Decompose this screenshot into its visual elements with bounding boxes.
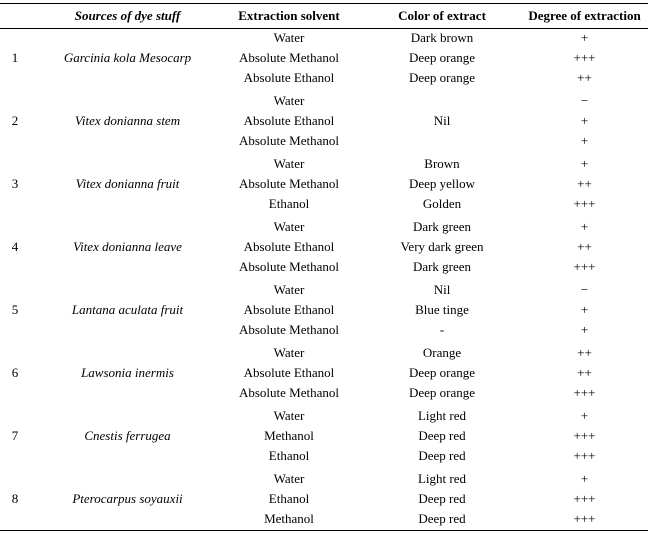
extract-color: Very dark green [400,239,484,254]
extraction-solvent: Absolute Ethanol [243,239,335,254]
extraction-solvent: Water [273,219,305,234]
row-number: 1 [11,50,19,65]
extraction-solvent: Water [273,93,305,108]
extract-color: Brown [424,156,460,171]
dye-source-name: Vitex donianna leave [73,239,182,254]
extract-color: Orange [422,345,462,360]
extraction-solvent: Absolute Methanol [238,259,339,274]
extraction-degree: +++ [573,385,596,400]
extraction-degree: − [580,93,589,108]
extraction-solvent: Water [273,30,305,45]
row-number: 3 [11,176,19,191]
extraction-degree: ++ [577,365,592,380]
extract-color: Nil [433,282,451,297]
extract-color: Golden [422,196,462,211]
extraction-solvent: Absolute Methanol [238,322,339,337]
extraction-solvent: Absolute Methanol [238,133,339,148]
extraction-solvent: Water [273,408,305,423]
extract-color-merged: Nil [433,113,451,128]
dye-source-name: Garcinia kola Mesocarp [63,50,192,65]
extraction-degree: +++ [573,50,596,65]
extraction-solvent: Absolute Ethanol [243,113,335,128]
extract-color: Deep red [418,491,466,506]
header-color: Color of extract [398,8,486,23]
row-number: 5 [11,302,19,317]
extraction-solvent: Water [273,471,305,486]
extraction-solvent: Absolute Ethanol [243,302,335,317]
dye-source-name: Lawsonia inermis [81,365,174,380]
extract-color: Dark green [412,219,472,234]
extraction-degree: ++ [577,70,592,85]
extract-color: Deep orange [408,385,476,400]
extraction-degree: + [580,156,589,171]
extraction-degree: + [580,113,589,128]
extraction-solvent: Water [273,282,305,297]
extract-color: Dark green [412,259,472,274]
extract-color: Deep orange [408,365,476,380]
row-number: 8 [11,491,19,506]
row-number: 2 [11,113,19,128]
extraction-degree: + [580,219,589,234]
extraction-solvent: Methanol [264,511,314,526]
extraction-degree: ++ [577,176,592,191]
extraction-solvent: Absolute Methanol [238,176,339,191]
extraction-degree: +++ [573,491,596,506]
header-source: Sources of dye stuff [74,8,181,23]
extraction-degree: +++ [573,448,596,463]
extraction-degree: +++ [573,196,596,211]
dye-source-name: Cnestis ferrugea [84,428,171,443]
table-bottom-rule [0,530,648,531]
extraction-solvent: Absolute Ethanol [243,365,335,380]
extract-color: Light red [417,408,466,423]
extract-color: - [439,322,445,337]
row-number: 4 [11,239,19,254]
extraction-degree: + [580,408,589,423]
extract-color: Light red [417,471,466,486]
extraction-degree: + [580,302,589,317]
dye-source-name: Lantana aculata fruit [71,302,184,317]
extraction-degree: + [580,133,589,148]
dye-source-name: Vitex donianna fruit [75,176,180,191]
extraction-degree: +++ [573,511,596,526]
header-solvent: Extraction solvent [238,8,340,23]
extraction-degree: ++ [577,345,592,360]
extraction-solvent: Water [273,156,305,171]
extraction-solvent: Absolute Methanol [238,50,339,65]
extract-color: Deep orange [408,50,476,65]
extraction-degree: +++ [573,259,596,274]
extraction-degree: ++ [577,239,592,254]
extraction-solvent: Absolute Methanol [238,385,339,400]
extraction-degree: + [580,471,589,486]
extraction-solvent: Water [273,345,305,360]
extract-color: Deep orange [408,70,476,85]
extraction-degree: + [580,322,589,337]
extraction-degree: +++ [573,428,596,443]
extract-color: Deep red [418,428,466,443]
extract-color: Blue tinge [415,302,469,317]
row-number: 6 [11,365,19,380]
extract-color: Deep red [418,511,466,526]
extraction-degree: + [580,30,589,45]
table-top-rule [0,3,648,4]
extraction-solvent: Ethanol [268,491,310,506]
row-number: 7 [11,428,19,443]
extraction-solvent: Methanol [264,428,314,443]
extraction-degree: − [580,282,589,297]
dye-source-name: Pterocarpus soyauxii [72,491,183,506]
extraction-solvent: Ethanol [268,196,310,211]
extraction-solvent: Ethanol [268,448,310,463]
extract-color: Deep red [418,448,466,463]
extraction-solvent: Absolute Ethanol [243,70,335,85]
header-degree: Degree of extraction [528,8,641,23]
dye-source-name: Vitex donianna stem [74,113,181,128]
extract-color: Dark brown [410,30,474,45]
extract-color: Deep yellow [408,176,476,191]
